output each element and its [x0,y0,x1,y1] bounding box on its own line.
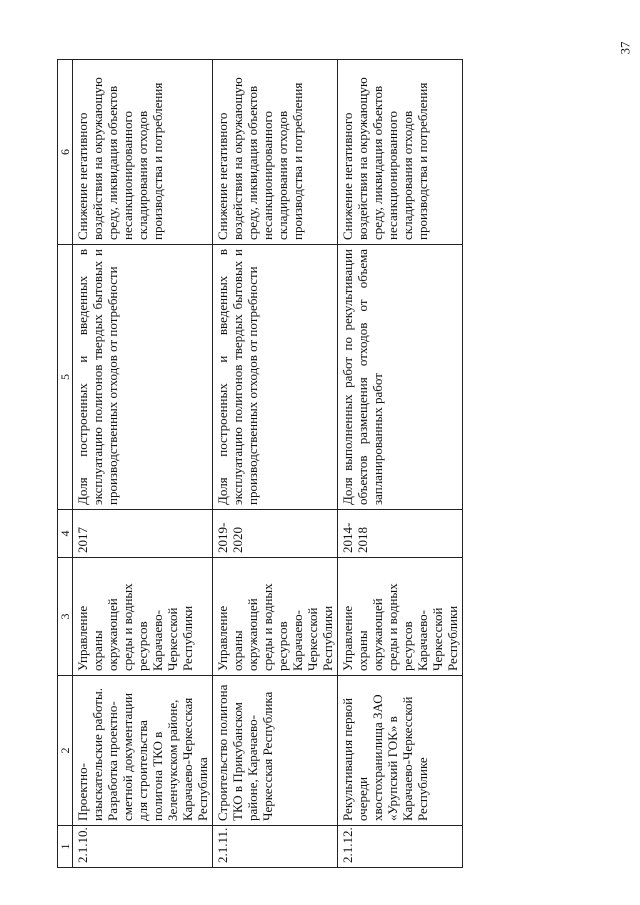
result-cell: Снижение негативного воздействия на окружающую среду, ликвидация объектов несанкционированного складирования отходов производства и потребления [73,60,213,245]
measures-table [57,59,463,868]
term-cell: 2019-2020 [213,510,338,558]
indicator-cell: Доля построенных и введенных в эксплуатацию полигонов твердых бытовых и производственных отходов от потребности [213,245,338,510]
event-cell: Рекультивация первой очереди хвостохранилища ЗАО «Урупский ГОК» в Карачаево-Черкесской Республике [338,676,463,826]
table-row [213,60,338,868]
rotated-table-wrapper [57,60,460,868]
row-number: 2.1.10. [73,826,213,868]
indicator-cell: Доля построенных и введенных в эксплуатацию полигонов твердых бытовых и производственных отходов от потребности [73,245,213,510]
row-number: 2.1.12. [338,826,463,868]
event-cell: Строительство полигона ТКО в Прикубанском районе, Карачаево-Черкесская Республика [213,676,338,826]
header-row [58,60,73,868]
term-cell: 2017 [73,510,213,558]
executor-cell: Управление охраны окружающей среды и водных ресурсов Карачаево-Черкесской Республики [338,558,463,676]
header-cell: 3 [58,558,73,676]
table-row [338,60,463,868]
page-number: 37 [617,41,633,55]
term-cell: 2014-2018 [338,510,463,558]
result-cell: Снижение негативного воздействия на окружающую среду, ликвидация объектов несанкционированного складирования отходов производства и потребления [338,60,463,245]
header-cell: 1 [58,826,73,868]
table-row [73,60,213,868]
header-cell: 6 [58,60,73,245]
header-cell: 2 [58,676,73,826]
header-cell: 4 [58,510,73,558]
header-cell: 5 [58,245,73,510]
executor-cell: Управление охраны окружающей среды и водных ресурсов Карачаево-Черкесской Республики [73,558,213,676]
row-number: 2.1.11. [213,826,338,868]
event-cell: Проектно-изыскательские работы. Разработка проектно-сметной документации для строительства полигона ТКО в Зеленчукском районе, Карачаево-Черкесская Республика [73,676,213,826]
indicator-cell: Доля выполненных работ по рекультивации объектов размещения отходов от объема запланированных работ [338,245,463,510]
executor-cell: Управление охраны окружающей среды и водных ресурсов Карачаево-Черкесской Республики [213,558,338,676]
result-cell: Снижение негативного воздействия на окружающую среду, ликвидация объектов несанкционированного складирования отходов производства и потребления [213,60,338,245]
